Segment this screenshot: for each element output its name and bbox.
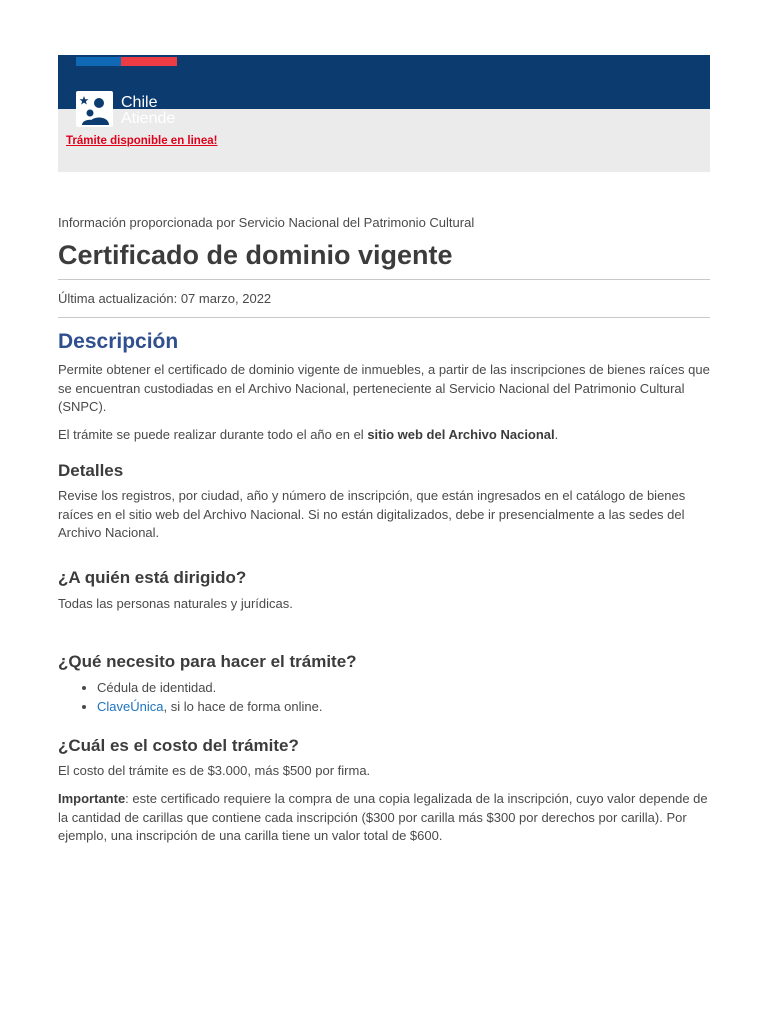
online-procedure-link[interactable]: Trámite disponible en linea! <box>66 135 218 147</box>
chileatiende-logo-icon <box>76 91 113 127</box>
title-divider <box>58 279 710 280</box>
detalles-paragraph: Revise los registros, por ciudad, año y número de inscripción, que están ingresados en el catálogo de bienes raíces en el sitio web del Archivo Nacional. Si no están digitalizados, debe ir presencialmente a las sedes del Archivo Nacional. <box>58 488 686 540</box>
detalles-heading: Detalles <box>58 461 124 480</box>
importante-text: : este certificado requiere la compra de una copia legalizada de la inscripción, cuyo valor depende de la cantidad de carillas que contiene cada inscripción ($300 por carilla más $300 por derechos por carilla). Por ejemplo, una inscripción de una carilla tiene un valor total de $600. <box>58 791 708 843</box>
descripcion-heading: Descripción <box>58 330 179 353</box>
chileatiende-logo-text <box>121 95 175 127</box>
importante-paragraph <box>58 790 710 846</box>
logo-line-atiende: Atiende <box>121 110 176 127</box>
logo-line-chile: Chile <box>121 94 158 111</box>
flag-stripe-red <box>121 57 177 66</box>
chileatiende-banner <box>58 55 710 172</box>
flag-stripe-blue <box>76 57 121 66</box>
provider-info: Información proporcionada por Servicio Nacional del Patrimonio Cultural <box>58 215 475 230</box>
dirigido-heading: ¿A quién está dirigido? <box>58 568 247 587</box>
claveunica-link[interactable]: ClaveÚnica <box>97 698 164 714</box>
descripcion-web-paragraph <box>58 426 710 445</box>
importante-label: Importante <box>58 791 126 806</box>
page-title: Certificado de dominio vigente <box>58 240 453 270</box>
archivo-nacional-web-link[interactable]: sitio web del Archivo Nacional <box>367 427 555 442</box>
requisito-cedula: Cédula de identidad. <box>97 680 217 695</box>
requisitos-list <box>58 679 322 716</box>
updated-divider <box>58 317 710 318</box>
descripcion-web-text: El trámite se puede realizar durante todo el año en el <box>58 427 368 442</box>
dirigido-paragraph: Todas las personas naturales y jurídicas. <box>58 596 293 611</box>
list-item <box>97 698 322 717</box>
requisitos-heading: ¿Qué necesito para hacer el trámite? <box>58 652 357 671</box>
descripcion-web-end: . <box>554 427 559 442</box>
last-updated: Última actualización: 07 marzo, 2022 <box>58 291 272 306</box>
costo-heading: ¿Cuál es el costo del trámite? <box>58 736 299 755</box>
requisito-claveunica-text: , si lo hace de forma online. <box>163 698 323 714</box>
descripcion-paragraph: Permite obtener el certificado de dominio vigente de inmuebles, a partir de las inscripciones de bienes raíces que se encuentran custodiadas en el Archivo Nacional, perteneciente al Servicio Nacional del Patrimonio Cultural (SNPC). <box>58 362 710 414</box>
costo-paragraph: El costo del trámite es de $3.000, más $500 por firma. <box>58 763 371 778</box>
list-item <box>97 679 322 698</box>
